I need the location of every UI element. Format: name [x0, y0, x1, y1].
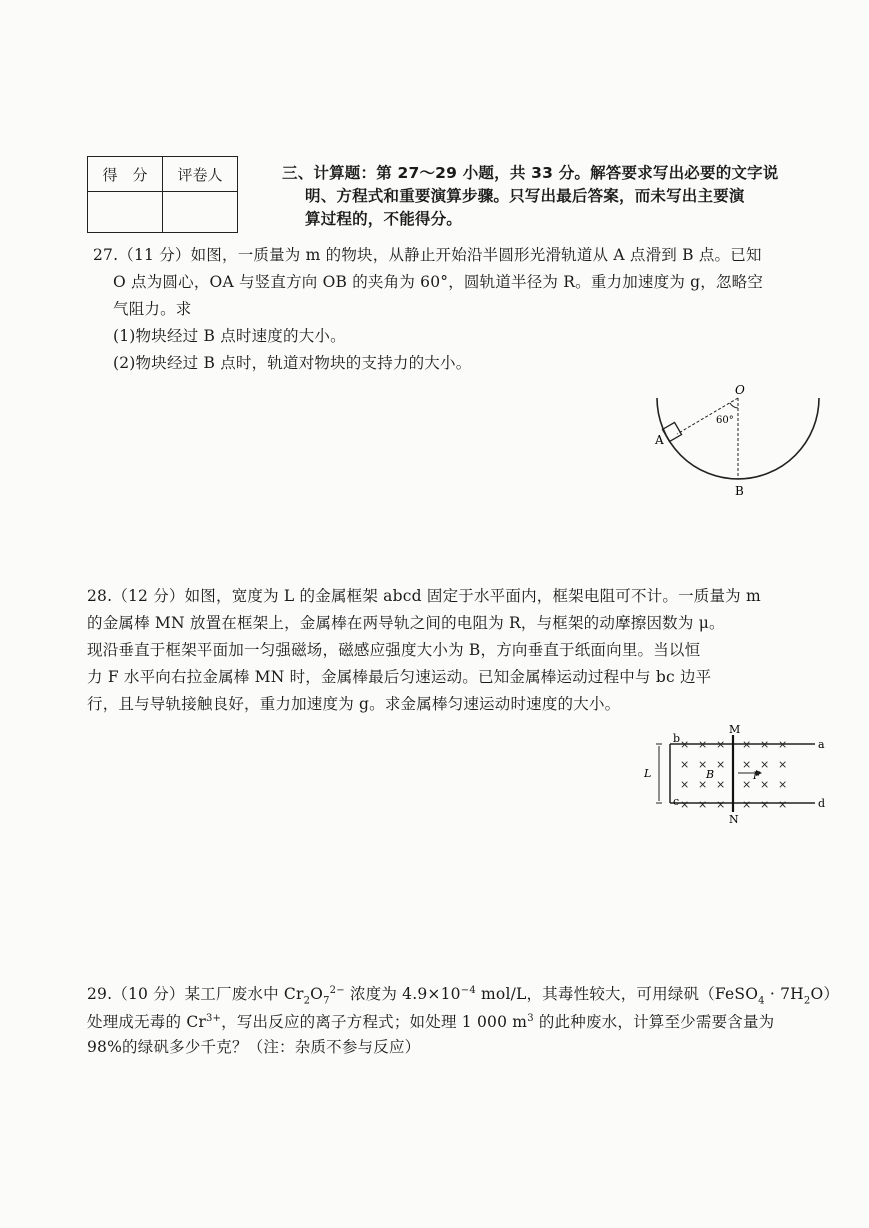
q27-figure — [645, 378, 835, 503]
label-F: F — [753, 771, 760, 782]
label-a: a — [818, 738, 825, 751]
svg-text:×: × — [716, 758, 726, 771]
score-label: 得 分 — [88, 157, 163, 192]
grader-label: 评卷人 — [163, 157, 238, 192]
score-table — [87, 156, 238, 233]
svg-text:×: × — [680, 758, 690, 771]
svg-text:×: × — [698, 738, 708, 751]
section3-line-3: 算过程的，不能得分。 — [305, 210, 463, 228]
label-B: B — [735, 484, 744, 498]
svg-text:×: × — [742, 778, 752, 791]
label-L: L — [644, 767, 652, 780]
label-A: A — [655, 433, 664, 447]
svg-text:×: × — [698, 778, 708, 791]
svg-text:×: × — [742, 738, 752, 751]
q28-line-1: 28.（12 分）如图，宽度为 L 的金属框架 abcd 固定于水平面内，框架电阻可不计。一质量为 m — [87, 587, 761, 605]
svg-text:×: × — [698, 758, 708, 771]
q27-line-1: 27.（11 分）如图，一质量为 m 的物块，从静止开始沿半圆形光滑轨道从 A 点滑到 B 点。已知 — [93, 246, 762, 264]
grader-cell[interactable] — [163, 192, 238, 233]
score-cell[interactable] — [88, 192, 163, 233]
svg-text:×: × — [742, 758, 752, 771]
label-c: c — [673, 795, 680, 808]
svg-text:×: × — [778, 738, 788, 751]
q28-line-2: 的金属棒 MN 放置在框架上，金属棒在两导轨之间的电阻为 R，与框架的动摩擦因数为 μ。 — [87, 614, 725, 632]
label-b: b — [673, 732, 681, 745]
q27-line-2: O 点为圆心，OA 与竖直方向 OB 的夹角为 60°，圆轨道半径为 R。重力加速度为 g，忽略空 — [113, 273, 764, 291]
q27-line-5: (2)物块经过 B 点时，轨道对物块的支持力的大小。 — [113, 354, 472, 372]
section3-line-2: 明、方程式和重要演算步骤。只写出最后答案，而未写出主要演 — [305, 187, 745, 205]
label-d: d — [818, 797, 826, 810]
svg-text:×: × — [680, 798, 690, 811]
q28-line-5: 行，且与导轨接触良好，重力加速度为 g。求金属棒匀速运动时速度的大小。 — [87, 695, 621, 713]
q28-line-3: 现沿垂直于框架平面加一匀强磁场，磁感应强度大小为 B，方向垂直于纸面向里。当以恒 — [87, 641, 701, 659]
svg-text:×: × — [778, 778, 788, 791]
q27-line-4: (1)物块经过 B 点时速度的大小。 — [113, 327, 346, 345]
angle-label: 60° — [716, 415, 734, 426]
svg-text:×: × — [680, 738, 690, 751]
svg-text:×: × — [716, 778, 726, 791]
angle-arc — [730, 403, 738, 408]
svg-text:×: × — [760, 798, 770, 811]
section3-line-1: 三、计算题：第 27～29 小题，共 33 分。解答要求写出必要的文字说 — [282, 164, 779, 182]
svg-text:×: × — [716, 738, 726, 751]
svg-text:×: × — [760, 778, 770, 791]
q27-line-3: 气阻力。求 — [113, 300, 192, 318]
q29-line-3: 98%的绿矾多少千克？（注：杂质不参与反应） — [87, 1038, 421, 1056]
svg-text:×: × — [778, 758, 788, 771]
svg-text:×: × — [778, 798, 788, 811]
svg-text:×: × — [680, 778, 690, 791]
q29-line-2: 处理成无毒的 $Cr^{3+}$，写出反应的离子方程式；如处理 1 000 $m^3$ 的此种废水，计算至少需要含量为 — [87, 1013, 775, 1032]
svg-text:×: × — [716, 798, 726, 811]
svg-text:×: × — [742, 798, 752, 811]
label-O: O — [735, 383, 745, 397]
q29-line-1: 29.（10 分）某工厂废水中 $Cr_2O_7^{2-}$ 浓度为 $4.9\times 10^{-4}$ mol/L，其毒性较大，可用绿矾（FeSO$_4$ · $7H_2O$） — [87, 985, 840, 1007]
svg-text:×: × — [760, 758, 770, 771]
label-M: M — [729, 723, 741, 736]
label-B-field: B — [706, 768, 715, 781]
svg-text:×: × — [698, 798, 708, 811]
q28-figure — [644, 723, 835, 828]
label-N: N — [729, 813, 739, 826]
svg-text:×: × — [760, 738, 770, 751]
q28-line-4: 力 F 水平向右拉金属棒 MN 时，金属棒最后匀速运动。已知金属棒运动过程中与 bc 边平 — [87, 668, 712, 686]
